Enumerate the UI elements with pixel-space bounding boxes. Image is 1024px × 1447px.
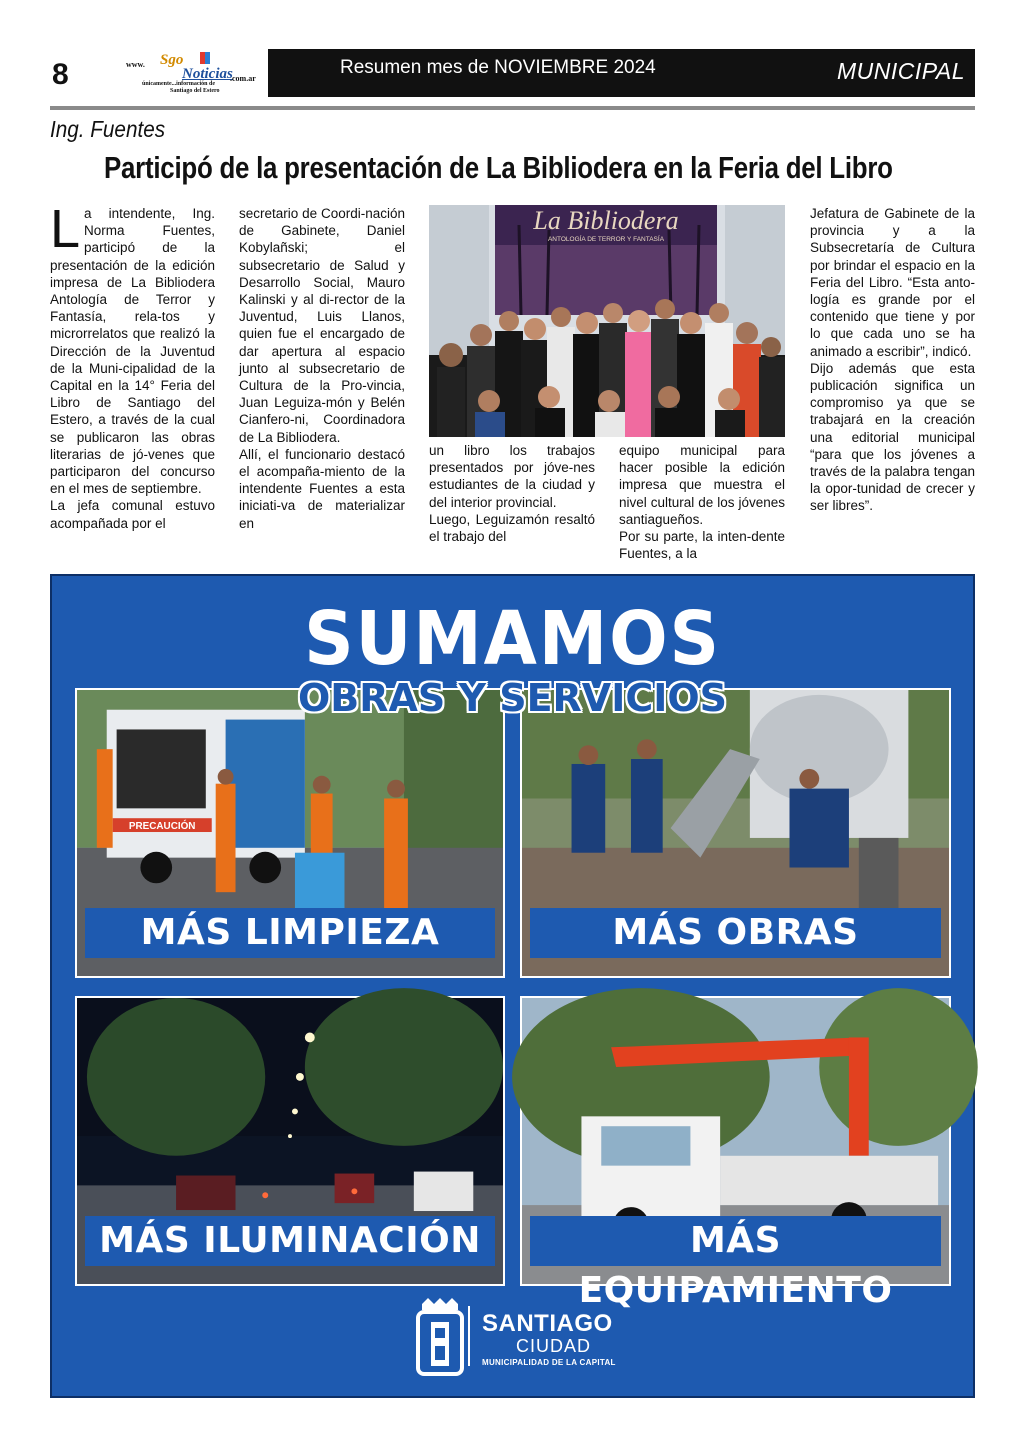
article-kicker: Ing. Fuentes (50, 116, 166, 142)
paragraph: secretario de Coordi-nación de Gabinete, Daniel Kobylañski; el subsecretario de Salud y Desarrollo Social, Mauro Kalinski y al di-rector de la Juventud, Luis Llanos, quien fue el encargado de dar apertura al espacio junto al subsecretario de Cultura de la Pro-vincia, Juan Leguiza-món y Belén Cianfero-ni, Coordinadora de La Bibliodera. (239, 206, 405, 445)
logo-tagline1: únicamente...información de (142, 81, 215, 87)
photo-banner-subtitle: ANTOLOGÍA DE TERROR Y FANTASÍA (547, 236, 665, 243)
city-crest-icon (416, 1298, 464, 1378)
header-bar (268, 49, 975, 97)
header-rule (50, 106, 975, 110)
paragraph: a intendente, Ing. Norma Fuentes, participó de la presentación de la edición impresa de La Bibliodera Antología de Terror y Fantasía, rela-tos y microrrelatos que realizó la Dirección de la Juventud de la Muni-cipalidad de la Capital en la 14° Feria del Libro de Santiago del Estero, a través de la cual se publicaron las obras literarias de jó-venes que participaron del concurso en el mes de septiembre. (50, 206, 215, 497)
paragraph: un libro los trabajos presentados por jóve-nes estudiantes de la ciudad y del interior provincial. (429, 443, 595, 510)
sgonoticias-logo[interactable] (120, 50, 266, 96)
dropcap: L (50, 199, 81, 259)
photo-banner-title: La Bibliodera (533, 206, 679, 235)
brand-separator (468, 1306, 470, 1366)
brand-sub: CIUDAD (516, 1336, 592, 1356)
article-photo (429, 205, 785, 437)
logo-domain: .com.ar (230, 74, 256, 83)
ad-subtitle: OBRAS Y SERVICIOS (297, 676, 728, 720)
santiago-ciudad-logo[interactable] (416, 1298, 616, 1378)
article-headline: Participó de la presentación de La Bibliodera en la Feria del Libro (104, 150, 893, 185)
panel-works (520, 688, 951, 978)
logo-line2: Noticias (182, 66, 233, 82)
paragraph: Dijo además que esta publicación significa un compromiso ya que se trabajará en la creación una editorial municipal “para que los jóvenes a través de la palabra tengan la opor-tunidad de crecer y ser libres”. (810, 360, 975, 514)
panel-label: MÁS EQUIPAMIENTO (530, 1216, 941, 1266)
ad-title: SUMAMOS (304, 596, 721, 682)
brand-caption: MUNICIPALIDAD DE LA CAPITAL (482, 1358, 616, 1367)
brand-name: SANTIAGO (482, 1310, 613, 1337)
article-column-3 (429, 442, 595, 545)
article-column-2 (239, 205, 405, 532)
panel-label: MÁS OBRAS (530, 908, 941, 958)
article-column-4 (619, 442, 785, 562)
flag-icon (200, 52, 210, 64)
paragraph: Jefatura de Gabinete de la provincia y a la Subsecretaría de Cultura por brindar el espacio en la Feria del Libro. “Esta anto-logía es grande por el contenido que tiene y por lo que cada uno se ha animado a escribir”, indicó. (810, 206, 975, 359)
article-column-5 (810, 205, 975, 515)
page-number: 8 (52, 58, 69, 91)
logo-www: www. (126, 60, 145, 69)
logo-tagline2: Santiago del Estero (170, 88, 220, 94)
panel-cleaning (75, 688, 505, 978)
panel-label: MÁS ILUMINACIÓN (85, 1216, 495, 1266)
group-photo-image (429, 205, 785, 437)
paragraph: Luego, Leguizamón resaltó el trabajo del (429, 511, 595, 545)
truck-caution-text: PRECAUCIÓN (128, 821, 196, 833)
municipal-advertisement[interactable] (50, 574, 975, 1398)
article-column-1 (50, 199, 215, 532)
panel-label: MÁS LIMPIEZA (85, 908, 495, 958)
panel-equipment (520, 996, 951, 1311)
paragraph: equipo municipal para hacer posible la edición impresa que muestra el nivel cultural de los jóvenes santiagueños. (619, 443, 785, 527)
panel-lighting (75, 996, 505, 1286)
section-label: MUNICIPAL (836, 58, 965, 84)
paragraph: Allí, el funcionario destacó el acompaña-miento de la intendente Fuentes a esta iniciati-va de materializar en (239, 446, 405, 531)
paragraph: La jefa comunal estuvo acompañada por el (50, 498, 215, 531)
logo-line1: Sgo (160, 52, 184, 68)
month-title: Resumen mes de NOVIEMBRE 2024 (340, 57, 656, 78)
paragraph: Por su parte, la inten-dente Fuentes, a la (619, 529, 785, 562)
